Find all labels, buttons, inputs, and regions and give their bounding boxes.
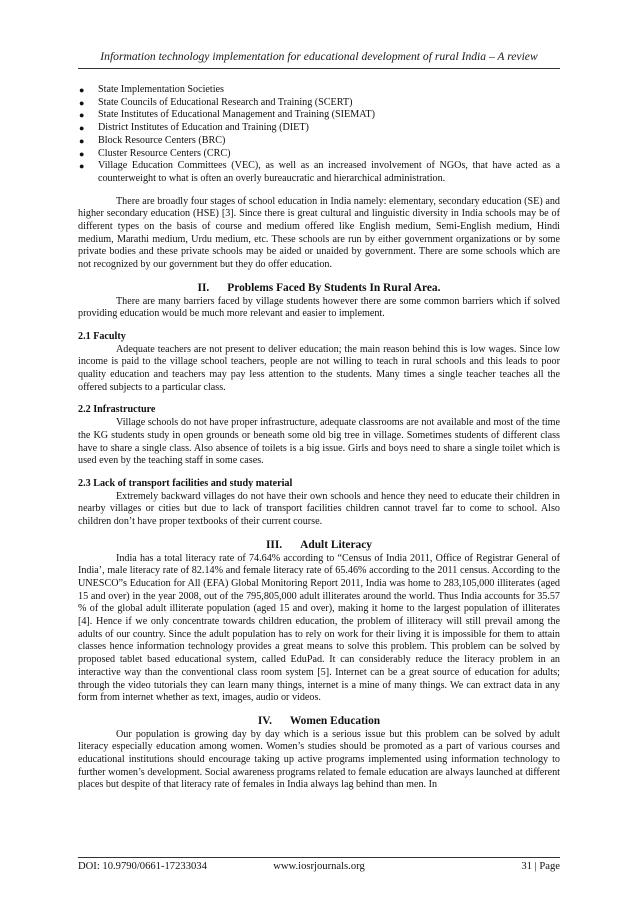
bullet-icon: ●	[79, 110, 85, 121]
bullet-icon: ●	[79, 85, 85, 95]
subsection-heading: 2.3 Lack of transport facilities and study material	[78, 477, 293, 489]
bullet-icon: ●	[79, 97, 85, 108]
section-number: IV.	[257, 714, 272, 727]
list-item: ● District Institutes of Education and Training (DIET)	[79, 122, 309, 134]
section-title: Women Education	[289, 714, 381, 727]
list-item: ● Block Resource Centers (BRC)	[79, 134, 226, 146]
section-number: II.	[197, 281, 210, 294]
list-item: ● Village Education Committees (VEC), as well as an increased involvement of NGOs, that have acted as a counterweight to what is often an overly bureaucratic and hierarchical administration.	[79, 160, 560, 184]
bullet-icon: ●	[79, 161, 85, 172]
footer-rule	[78, 857, 560, 858]
section-number: III.	[266, 538, 283, 551]
bullet-list	[78, 84, 560, 186]
list-item: ● State Implementation Societies	[79, 84, 224, 95]
subsection-heading: 2.1 Faculty	[78, 330, 126, 342]
bullet-icon: ●	[79, 148, 85, 159]
subsection-heading: 2.2 Infrastructure	[78, 404, 156, 416]
subsection-text: Extremely backward villages do not have their own schools and hence they need to educate their children in nearby villages or cities but due to lack of transport facilities children cannot travel far to come to school. Also children don’t have proper textbooks of their current course.	[78, 490, 560, 528]
section4-text: Our population is growing day by day which is a serious issue but this problem can be solved by adult literacy especially education among women. Women’s studies should be promoted as a part of various courses and educational institutions should encourage taking up active programs implemented using information technology to further women’s development. Social awareness programs related to female education are always launched at different places but despite of that literacy rate of females in India always lag behind than men. In	[78, 728, 560, 791]
list-item: ● State Institutes of Educational Management and Training (SIEMAT)	[79, 109, 375, 121]
bullet-icon: ●	[79, 123, 85, 134]
section-heading-2	[78, 282, 560, 295]
section-title: Problems Faced By Students In Rural Area.	[227, 281, 441, 294]
section-title: Adult Literacy	[300, 538, 372, 551]
intro-paragraph: There are broadly four stages of school education in India namely: elementary, secondary education (SE) and higher secondary education (HSE) [3]. Since there is great cultural and linguistic diversity in India schools may be of different types on the basis of course and medium offered like English medium, Semi-English medium, Hindi medium, Marathi medium, Urdu medium, etc. These schools are run by either government organizations or by some private bodies and these private schools may be aided or unaided by government. There are some schools which are not recognized by our government but they do offer education.	[78, 195, 560, 271]
footer-page-number: 31 | Page	[521, 861, 560, 872]
section3-text: India has a total literacy rate of 74.64% according to “Census of India 2011, Office of Registrar General of India’, male literacy rate of 82.14% and female literacy rate of 65.46% according to the 2011 census. According to the UNESCO”s Education for All (EFA) Global Monitoring Report 2011, India was home to 283,105,000 illiterates (aged 15 and over) in the year 2008, out of the 795,805,000 adult illiterates around the world. Thus India accounts for 35.57 % of the global adult illiterate population (aged 15 and over), making it home to the largest population of illiterates [4]. Hence if we only concentrate towards children education, the problem of illiteracy will still prevail among the adults of our country. Since the adult population has to rely on work for their living it is impossible for them to attain classes hence information technology provides a great means to solve this problem. This problem can be solved by proposed tablet based educational system, called EduPad. It can considerably reduce the literacy problem in an interactive way than the conventional class room system [5]. Internet can be a great source of education for adults; through the video tutorials they can learn many things, internet is a mine of many things. We can extract data in any form from internet whether as text, images, audio or videos.	[78, 552, 560, 704]
body-content	[78, 84, 560, 792]
footer-doi: DOI: 10.9790/0661-17233034	[78, 861, 207, 872]
subsection-text: Village schools do not have proper infrastructure, adequate classrooms are not available and most of the time the KG students study in open grounds or beneath some old big tree in village. Sometimes students of different class have to share a single class. Also absence of toilets is a big issue. Girls and boys need to share a single toilet which is used even by the teaching staff in some cases.	[78, 417, 560, 467]
bullet-icon: ●	[79, 135, 85, 146]
section2-intro: There are many barriers faced by village students however there are some common barriers which if solved providing education would be much more relevant and easier to implement.	[78, 295, 560, 320]
list-item: ● State Councils of Educational Research and Training (SCERT)	[79, 96, 353, 108]
header-rule	[78, 68, 560, 69]
section-heading-4	[78, 715, 560, 728]
list-item: ● Cluster Resource Centers (CRC)	[79, 147, 231, 159]
running-header-title: Information technology implementation for educational development of rural India – A review	[100, 50, 538, 63]
section-heading-3	[78, 539, 560, 552]
footer-website: www.iosrjournals.org	[273, 861, 365, 872]
subsection-text: Adequate teachers are not present to deliver education; the main reason behind this is low wages. Since low income is paid to the village school teachers, people are not willing to teach in rural schools and this leads to poor quality education and teachers may pay less attention to the students. Many times a single teacher teaches all the offered subjects to a particular class.	[78, 343, 560, 393]
